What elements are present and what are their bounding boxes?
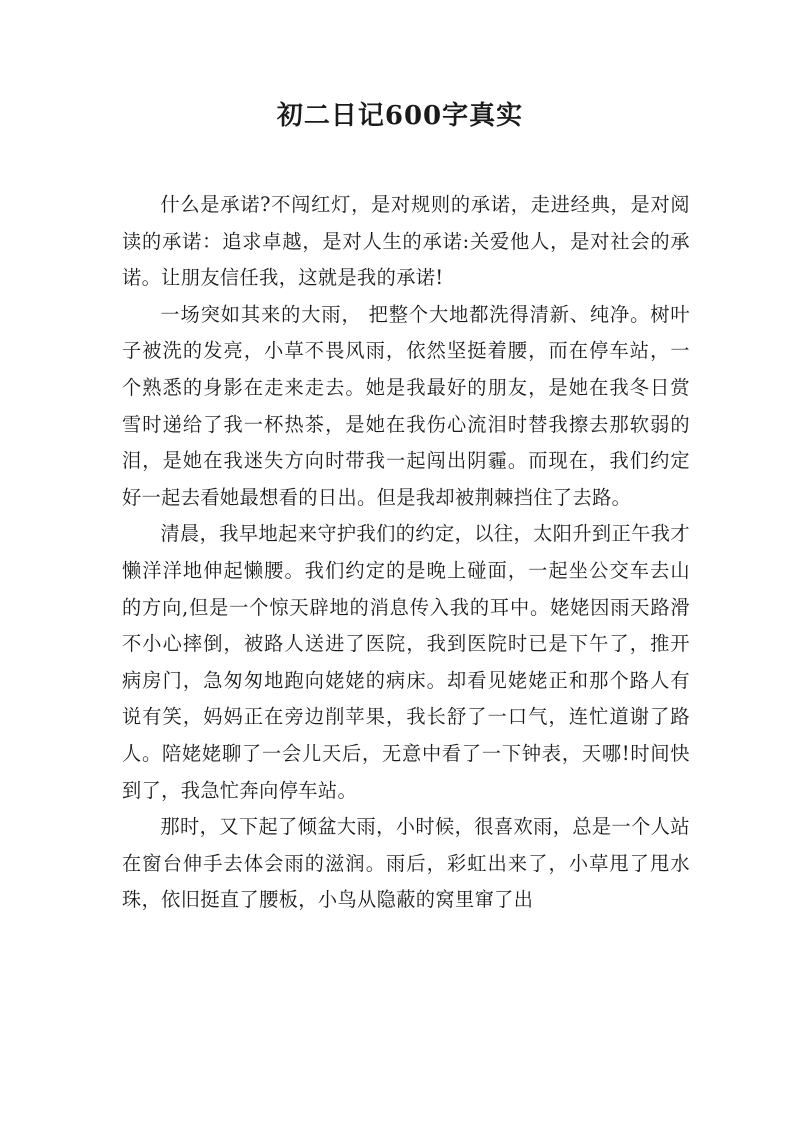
paragraph-3: 清晨，我早地起来守护我们的约定，以往，太阳升到正午我才懒洋洋地伸起懒腰。我们约定的是晚上碰面，一起坐公交车去山的方向,但是一个惊天辟地的消息传入我的耳中。姥姥因雨天路滑不小心摔倒，被路人送进了医院，我到医院时已是下午了，推开病房门，急匆匆地跑向姥姥的病床。却看见姥姥正和那个路人有说有笑，妈妈正在旁边削苹果，我长舒了一口气，连忙道谢了路人。陪姥姥聊了一会儿天后，无意中看了一下钟表，天哪!时间快到了，我急忙奔向停车站。 — [122, 522, 690, 802]
paragraph-1: 什么是承诺?不闯红灯，是对规则的承诺，走进经典，是对阅读的承诺：追求卓越，是对人生的承诺:关爱他人，是对社会的承诺。让朋友信任我，这就是我的承诺! — [122, 193, 690, 290]
document-title: 初二日记600字真实 — [276, 101, 524, 131]
paragraph-4: 那时，又下起了倾盆大雨，小时候，很喜欢雨，总是一个人站在窗台伸手去体会雨的滋润。雨后，彩虹出来了，小草甩了甩水珠，依旧挺直了腰板，小鸟从隐蔽的窝里窜了出 — [122, 815, 690, 912]
paragraph-2: 一场突如其来的大雨， 把整个大地都洗得清新、纯净。树叶子被洗的发亮，小草不畏风雨，依然坚挺着腰，而在停车站，一个熟悉的身影在走来走去。她是我最好的朋友，是她在我冬日赏雪时递给了我一杯热茶，是她在我伤心流泪时替我擦去那软弱的泪，是她在我迷失方向时带我一起闯出阴霾。而现在，我们约定好一起去看她最想看的日出。但是我却被荆棘挡住了去路。 — [122, 302, 690, 509]
document-body — [122, 187, 690, 919]
